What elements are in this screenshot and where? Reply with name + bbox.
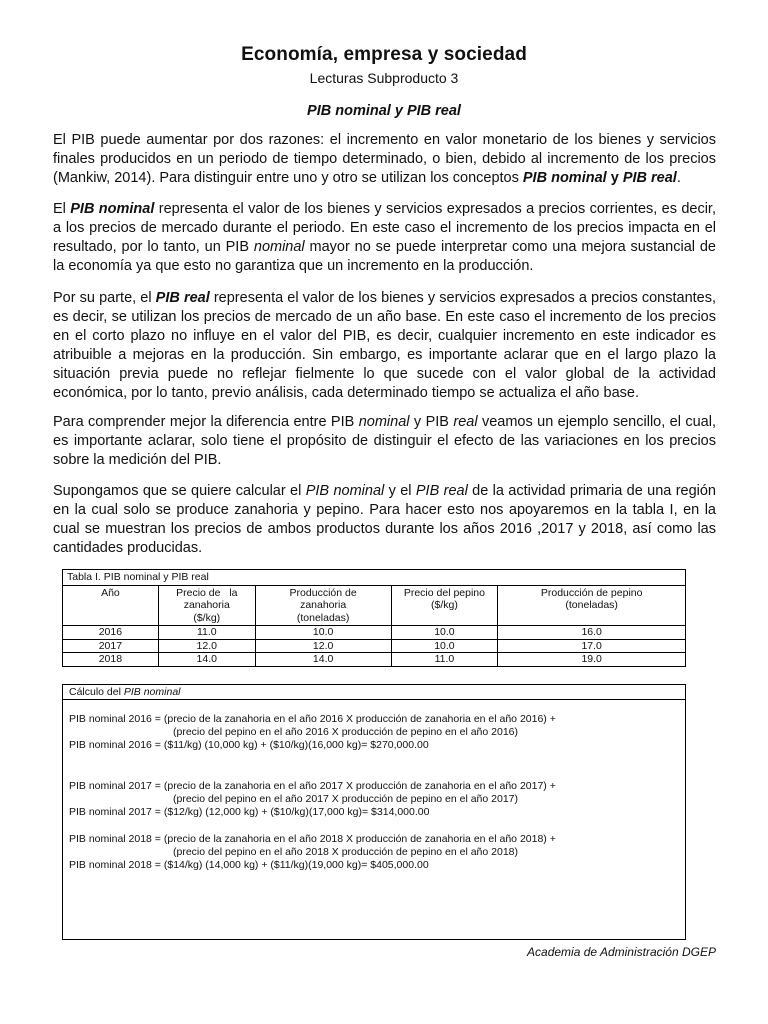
table-cell: 16.0 [498,626,686,640]
paragraph-pib-real: Por su parte, el PIB real representa el valor de los bienes y servicios expresados a precios constantes, es decir, se utilizan los precios de mercado de un año base. En este caso el incremento de los precios en el corto plazo no influye en el valor del PIB, es decir, cualquier incremento en este indicador es atribuible a mejoras en la producción. Sin embargo, es importante aclarar que en el largo plazo la situación previa puede no reflejar fielmente lo que sucede con el valor global de la actividad económica, por lo tanto, previo análisis, cada determinado tiempo se actualiza el año base. [53,290,717,401]
paragraph-intro: El PIB puede aumentar por dos razones: el incremento en valor monetario de los bienes y servicios finales producidos en un periodo de tiempo determinado, o bien, debido al incremento de los precios (Mankiw, 2014). Para distinguir entre uno y otro se utilizan los conceptos PIB nominal y PIB real. [53,132,716,186]
table-cell: 11.0 [158,626,255,640]
table-row [63,653,686,667]
paragraph-example-intro: Para comprender mejor la diferencia entre PIB nominal y PIB real veamos un ejemplo sencillo, el cual, es importante aclarar, solo tiene el propósito de distinguir el efecto de las variaciones en los precios sobre la medición del PIB. [53,414,716,468]
table-cell: 14.0 [158,653,255,667]
header-cucumber-price: Precio del pepino ($/kg) [391,585,498,626]
document-title: Economía, empresa y sociedad [241,44,527,65]
table-cell: 10.0 [255,626,391,640]
calc-line: PIB nominal 2017 = (precio de la zanahoria en el año 2017 X producción de zanahoria en el año 2017) + [69,780,556,792]
table-cell: 14.0 [255,653,391,667]
calc-line: (precio del pepino en el año 2017 X producción de pepino en el año 2017) [173,793,519,805]
table-cell: 10.0 [391,626,498,640]
calc-line: PIB nominal 2018 = ($14/kg) (14,000 kg) + ($11/kg)(19,000 kg)= $405,000.00 [69,859,429,871]
document-subtitle: Lecturas Subproducto 3 [309,70,459,86]
table-cell: 2017 [63,639,159,653]
header-cucumber-production: Producción de pepino (toneladas) [498,585,686,626]
table-cell: 19.0 [498,653,686,667]
header-carrot-production: Producción de zanahoria (toneladas) [255,585,391,626]
table-header-row [63,585,686,626]
calc-line: (precio del pepino en el año 2016 X producción de pepino en el año 2016) [173,726,519,738]
paragraph-pib-nominal: El PIB nominal representa el valor de los bienes y servicios expresados a precios corrientes, es decir, a los precios de mercado durante el periodo. En este caso el incremento de los precios impacta en el resultado, por lo tanto, un PIB nominal mayor no se puede interpretar como una mejora sustancial de la economía ya que esto no garantiza que un incremento en la producción. [53,201,716,274]
section-heading: PIB nominal y PIB real [307,103,461,119]
calc-line: PIB nominal 2016 = ($11/kg) (10,000 kg) + ($10/kg)(16,000 kg)= $270,000.00 [69,739,429,751]
header-carrot-price: Precio de la zanahoria ($/kg) [158,585,255,626]
calc-line: PIB nominal 2017 = ($12/kg) (12,000 kg) + ($10/kg)(17,000 kg)= $314,000.00 [69,806,430,818]
table-cell: 12.0 [158,639,255,653]
header-year: Año [63,585,159,626]
calc-line: PIB nominal 2016 = (precio de la zanahoria en el año 2016 X producción de zanahoria en el año 2016) + [69,713,556,725]
table-row [63,639,686,653]
table-cell: 2018 [63,653,159,667]
table-cell: 11.0 [391,653,498,667]
calculation-box [62,684,686,940]
calc-line: PIB nominal 2018 = (precio de la zanahoria en el año 2018 X producción de zanahoria en el año 2018) + [69,833,556,845]
footer-credit: Academia de Administración DGEP [527,945,716,959]
table-caption: Tabla I. PIB nominal y PIB real [63,570,686,586]
calc-line: (precio del pepino en el año 2018 X producción de pepino en el año 2018) [173,846,519,858]
table-cell: 2016 [63,626,159,640]
paragraph-example-setup: Supongamos que se quiere calcular el PIB nominal y el PIB real de la actividad primaria de una región en la cual solo se produce zanahoria y pepino. Para hacer esto nos apoyaremos en la tabla I, en la cual se muestran los precios de ambos productos durante los años 2016 ,2017 y 2018, así como las cantidades producidas. [53,483,716,556]
table-pib-data [62,569,686,667]
calculation-caption: Cálculo del PIB nominal [63,685,685,700]
table-row [63,626,686,640]
table-cell: 12.0 [255,639,391,653]
table-cell: 17.0 [498,639,686,653]
table-cell: 10.0 [391,639,498,653]
